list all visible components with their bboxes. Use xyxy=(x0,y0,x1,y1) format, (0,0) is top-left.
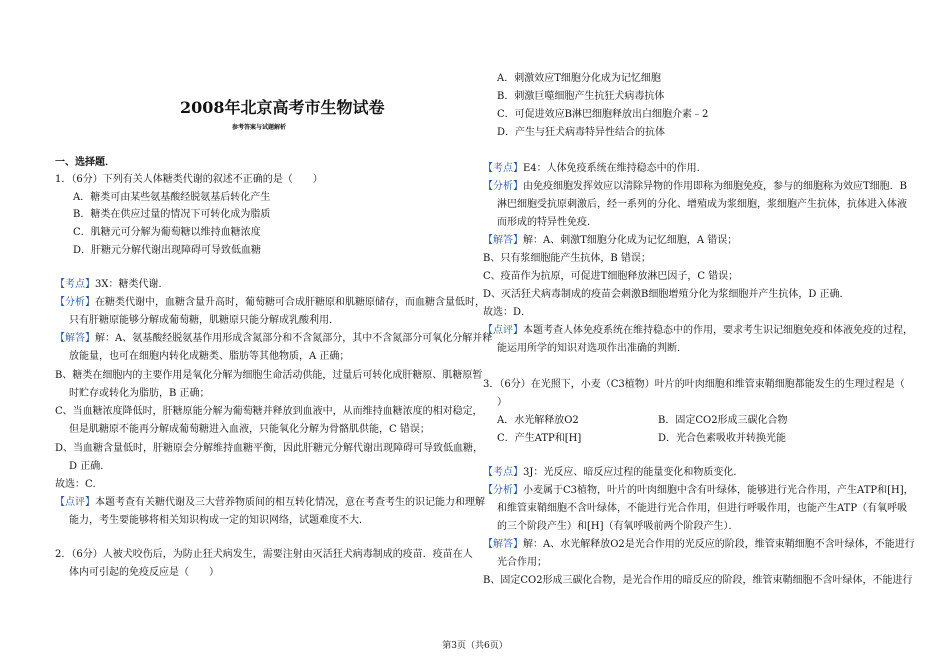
q3-jieda-cont: 光合作用； xyxy=(497,557,547,568)
kaodian-tag: 【考点】 xyxy=(55,279,95,290)
q1-jieda-c-cont: 但是肌糖原不能再分解成葡萄糖进入血液，只能氧化分解为骨骼肌供能，C 错误； xyxy=(69,424,430,435)
q1-jieda-d-cont: D 正确． xyxy=(69,461,111,472)
q1-jieda-b-cont: 时贮存或转化为脂肪，B 正确； xyxy=(69,388,210,399)
q3-jieda: 【解答】解：A、水光解释放O2是光合作用的光反应的阶段，维管束鞘细胞不含叶绿体，不能进行 xyxy=(483,539,915,550)
q3-option-c: C．产生ATP和[H] xyxy=(497,433,582,444)
q1-jieda-d: D、当血糖含量低时，肝糖原会分解维持血糖平衡，因此肝糖元分解代谢出现障碍可导致低血糖， xyxy=(55,443,484,454)
q2-option-c: C．可促进效应B淋巴细胞释放出白细胞介素﹣2 xyxy=(497,109,709,120)
question-1-stem: 1．（6分）下列有关人体糖类代谢的叙述不正确的是（ ） xyxy=(55,174,323,185)
q3-fenxi-cont2: 的三个阶段产生）和[H]（有氧呼吸前两个阶段产生）． xyxy=(497,521,739,532)
q2-fenxi-cont: 淋巴细胞受抗原刺激后，经一系列的分化、增殖成为浆细胞，浆细胞产生抗体，抗体进入体液 xyxy=(497,199,907,210)
q2-jieda-d: D、灭活狂犬病毒制成的疫苗会刺激B细胞增殖分化为浆细胞并产生抗体，D 正确． xyxy=(483,289,850,300)
q2-jieda: 【解答】解：A、刺激T细胞分化成为记忆细胞，A 错误； xyxy=(483,235,738,246)
q3-kaodian: 【考点】3J：光反应、暗反应过程的能量变化和物质变化． xyxy=(483,467,744,478)
q3-fenxi-cont: 和维管束鞘细胞不含叶绿体，不能进行光合作用，但进行呼吸作用，也能产生ATP（有氧呼吸 xyxy=(497,503,908,514)
q1-option-a: A．糖类可由某些氨基酸经脱氨基后转化产生 xyxy=(73,192,271,203)
q2-fenxi: 【分析】由免疫细胞发挥效应以清除异物的作用即称为细胞免疫，参与的细胞称为效应T细胞．B xyxy=(483,181,908,192)
q1-fenxi: 【分析】在糖类代谢中，血糖含量升高时，葡萄糖可合成肝糖原和肌糖原储存，而血糖含量低时， xyxy=(55,297,485,308)
q2-fenxi-cont2: 而形成的特异性免疫． xyxy=(497,217,597,228)
q3-option-d: D．光合色素吸收并转换光能 xyxy=(658,433,787,444)
q3-option-b: B．固定CO2形成三碳化合物 xyxy=(658,415,788,426)
q3-jieda-b: B、固定CO2形成三碳化合物，是光合作用的暗反应的阶段，维管束鞘细胞不含叶绿体，不能进行 xyxy=(483,575,913,586)
q1-kaodian: 【考点】3X：糖类代谢． xyxy=(55,279,169,290)
question-3-stem-cont: ） xyxy=(497,397,507,408)
section-heading: 一、选择题． xyxy=(55,157,115,168)
q2-option-d: D．产生与狂犬病毒特异性结合的抗体 xyxy=(497,127,666,138)
q2-option-b: B．刺激巨噬细胞产生抗狂犬病毒抗体 xyxy=(497,91,665,102)
jieda-tag: 【解答】 xyxy=(55,333,95,344)
page-subtitle: 参考答案与试题解析 xyxy=(232,124,287,131)
q1-fenxi-cont: 只有肝糖原能够分解成葡萄糖，肌糖原只能分解成乳酸利用． xyxy=(69,315,339,326)
q2-option-a: A．刺激效应T细胞分化成为记忆细胞 xyxy=(497,73,661,84)
q1-jieda: 【解答】解：A、氨基酸经脱氨基作用形成含氮部分和不含氮部分，其中不含氮部分可氧化分解并释 xyxy=(55,333,493,344)
q2-kaodian: 【考点】E4：人体免疫系统在维持稳态中的作用． xyxy=(483,163,707,174)
q2-answer: 故选：D． xyxy=(483,307,532,318)
q3-option-a: A．水光解释放O2 xyxy=(497,415,579,426)
q1-dianping: 【点评】本题考查有关糖代谢及三大营养物质间的相互转化情况，意在考查考生的识记能力和理解 xyxy=(55,497,485,508)
page-footer: 第3页（共6页） xyxy=(442,641,508,651)
q2-jieda-c: C、疫苗作为抗原，可促进T细胞释放淋巴因子，C 错误； xyxy=(483,271,739,282)
dianping-tag: 【点评】 xyxy=(55,497,95,508)
question-2-stem-cont: 体内可引起的免疫反应是（ ） xyxy=(69,567,219,578)
q1-jieda-b: B、糖类在细胞内的主要作用是氧化分解为细胞生命活动供能，过量后可转化成肝糖原、肌糖原暂 xyxy=(55,370,483,381)
question-3-stem: 3．（6分）在光照下，小麦（C3植物）叶片的叶肉细胞和维管束鞘细胞都能发生的生理过程是（ xyxy=(483,379,905,390)
q2-dianping-cont: 能运用所学的知识对选项作出准确的判断． xyxy=(497,343,687,354)
q3-fenxi: 【分析】小麦属于C3植物，叶片的叶肉细胞中含有叶绿体，能够进行光合作用，产生ATP和[H]， xyxy=(483,485,914,496)
q1-jieda-c: C、当血糖浓度降低时，肝糖原能分解为葡萄糖并释放到血液中，从而维持血糖浓度的相对稳定， xyxy=(55,406,483,417)
q1-answer: 故选：C． xyxy=(55,479,103,490)
question-2-stem: 2．（6分）人被犬咬伤后，为防止狂犬病发生，需要注射由灭活狂犬病毒制成的疫苗．疫苗在人 xyxy=(55,549,473,560)
q1-option-b: B．糖类在供应过量的情况下可转化成为脂质 xyxy=(73,209,271,220)
q2-jieda-b: B、只有浆细胞能产生抗体，B 错误； xyxy=(483,253,651,264)
q2-dianping: 【点评】本题考查人体免疫系统在维持稳态中的作用，要求考生识记细胞免疫和体液免疫的过程， xyxy=(483,325,913,336)
page-title: 2008年北京高考市生物试卷 xyxy=(180,98,385,117)
fenxi-tag: 【分析】 xyxy=(55,297,95,308)
q1-option-c: C．肌糖元可分解为葡萄糖以维持血糖浓度 xyxy=(73,227,261,238)
q1-dianping-cont: 能力，考生要能够将相关知识构成一定的知识网络，试题难度不大． xyxy=(69,515,369,526)
q1-option-d: D．肝糖元分解代谢出现障碍可导致低血糖 xyxy=(73,245,262,256)
q1-jieda-cont: 放能量，也可在细胞内转化成糖类、脂肪等其他物质，A 正确； xyxy=(69,351,350,362)
